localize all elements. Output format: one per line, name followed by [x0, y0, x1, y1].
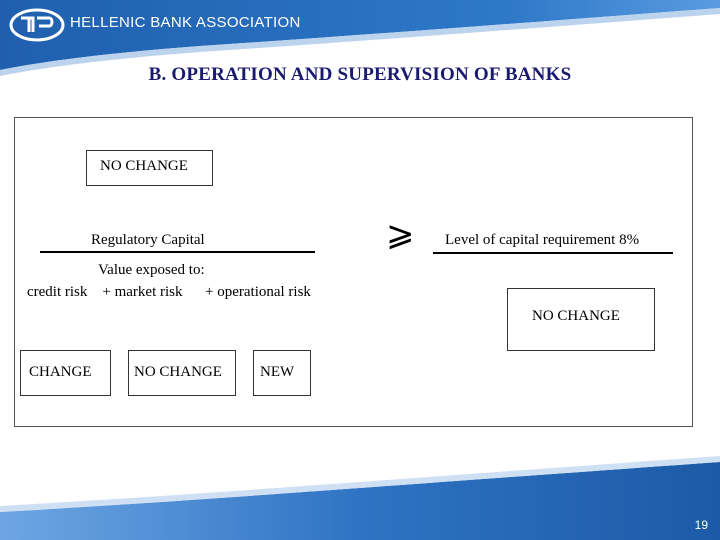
requirement-underline	[433, 252, 673, 254]
fraction-line	[40, 251, 315, 253]
capital-requirement-label: Level of capital requirement 8%	[445, 232, 640, 248]
denominator-heading: Value exposed to:	[98, 262, 205, 278]
top-no-change-label: NO CHANGE	[100, 158, 188, 174]
page-number: 19	[694, 518, 708, 532]
market-risk-no-change-box	[128, 350, 236, 396]
operational-risk-new-label: NEW	[260, 364, 295, 380]
top-no-change-box	[86, 150, 213, 186]
market-risk-no-change-label: NO CHANGE	[134, 364, 222, 380]
slide-title: B. OPERATION AND SUPERVISION OF BANKS	[148, 64, 572, 85]
content-frame	[14, 117, 693, 427]
credit-risk-change-label: CHANGE	[29, 364, 92, 380]
credit-risk-change-box	[20, 350, 111, 396]
hba-logo-icon	[9, 8, 65, 42]
numerator-label: Regulatory Capital	[91, 232, 205, 248]
organization-name: HELLENIC BANK ASSOCIATION	[70, 14, 301, 31]
greater-equal-icon: ⩾	[386, 216, 415, 253]
right-no-change-label: NO CHANGE	[532, 308, 620, 324]
right-no-change-box	[507, 288, 655, 351]
risk-components: credit risk + market risk + operational risk	[27, 284, 311, 300]
operational-risk-new-box	[253, 350, 311, 396]
footer-banner	[0, 450, 720, 540]
